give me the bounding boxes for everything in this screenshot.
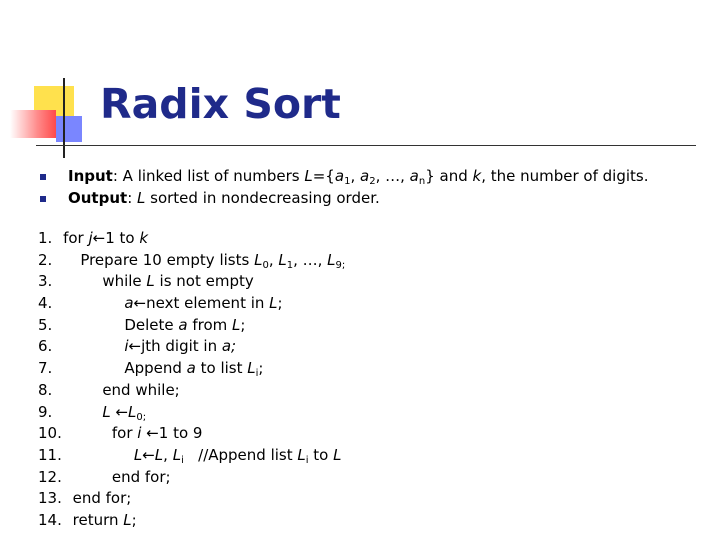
left-arrow-icon: ← bbox=[92, 229, 106, 247]
line-number: 7. bbox=[38, 359, 53, 378]
text: is not empty bbox=[154, 272, 254, 291]
left-arrow-icon: ← bbox=[133, 294, 147, 313]
variable: i bbox=[137, 424, 142, 443]
text: 1 to 9 bbox=[158, 424, 203, 443]
text: ; bbox=[258, 359, 264, 378]
input-label: Input bbox=[68, 167, 113, 185]
left-arrow-icon: ← bbox=[110, 402, 129, 421]
line-number: 8. bbox=[38, 380, 53, 399]
variable: L bbox=[269, 294, 278, 313]
line-body bbox=[52, 381, 179, 399]
variable: L bbox=[333, 445, 342, 464]
text: , bbox=[350, 167, 360, 185]
text: , the number of digits. bbox=[481, 167, 649, 185]
variable: i bbox=[124, 337, 129, 356]
algorithm-line bbox=[38, 228, 345, 250]
line-number: 12. bbox=[38, 467, 62, 486]
line-number: 14. bbox=[38, 510, 62, 529]
text: while bbox=[102, 272, 147, 291]
line-body bbox=[52, 251, 345, 269]
text: : A linked list of numbers bbox=[112, 167, 305, 185]
line-body bbox=[52, 337, 236, 355]
line-body bbox=[62, 424, 203, 442]
variable: L bbox=[133, 445, 143, 464]
algorithm-line bbox=[38, 380, 345, 402]
algorithm-line bbox=[38, 423, 345, 445]
var: L bbox=[137, 189, 146, 207]
algorithm-line bbox=[38, 336, 345, 358]
line-number: 4. bbox=[38, 294, 53, 313]
text: Prepare 10 empty lists bbox=[80, 250, 255, 269]
variable: L bbox=[128, 402, 137, 421]
variable: a bbox=[124, 294, 134, 313]
text: ; bbox=[277, 294, 283, 313]
slide-title: Radix Sort bbox=[100, 80, 341, 128]
output-label: Output bbox=[68, 189, 128, 207]
subscript: 1 bbox=[344, 176, 351, 187]
variable: L bbox=[232, 315, 241, 334]
bullet-list bbox=[40, 165, 649, 209]
line-body bbox=[62, 511, 137, 529]
var: a bbox=[334, 167, 345, 185]
decorative-vertical-line bbox=[63, 78, 65, 158]
variable: L bbox=[327, 250, 336, 269]
variable: j bbox=[88, 229, 93, 247]
square-bullet-icon bbox=[40, 174, 46, 180]
algorithm-line bbox=[38, 402, 345, 424]
text: to list bbox=[195, 359, 248, 378]
text: } and bbox=[425, 167, 473, 185]
algorithm-listing bbox=[38, 228, 345, 532]
line-body bbox=[52, 229, 148, 247]
var: k bbox=[472, 167, 482, 185]
algorithm-line bbox=[38, 488, 345, 510]
var: a bbox=[359, 167, 370, 185]
variable: L bbox=[123, 510, 132, 529]
algorithm-line bbox=[38, 271, 345, 293]
line-number: 2. bbox=[38, 250, 53, 269]
subscript: 9; bbox=[335, 259, 346, 271]
text: return bbox=[67, 510, 124, 529]
variable: L bbox=[102, 402, 111, 421]
text: jth digit in bbox=[141, 337, 222, 356]
text: , …, bbox=[293, 250, 328, 269]
text: ={ bbox=[312, 167, 335, 185]
text: ; bbox=[131, 510, 137, 529]
line-body bbox=[62, 468, 171, 486]
line-number: 13. bbox=[38, 489, 62, 508]
line-number: 6. bbox=[38, 337, 53, 356]
algorithm-line bbox=[38, 510, 345, 532]
var: L bbox=[304, 167, 313, 185]
variable: L bbox=[172, 445, 182, 464]
variable: L bbox=[278, 250, 287, 269]
decorative-blue-square bbox=[56, 116, 82, 142]
text: 1 to bbox=[105, 229, 140, 247]
text: //Append list bbox=[183, 445, 298, 464]
subscript: i bbox=[255, 368, 259, 380]
line-number: 5. bbox=[38, 315, 53, 334]
bullet-output bbox=[40, 187, 649, 209]
variable: L bbox=[297, 445, 306, 464]
subscript: 1 bbox=[286, 259, 294, 271]
text: ; bbox=[240, 315, 246, 334]
variable: L bbox=[154, 445, 164, 464]
line-number: 3. bbox=[38, 272, 53, 291]
text: , …, bbox=[375, 167, 410, 185]
text: : bbox=[127, 189, 138, 207]
subscript: 2 bbox=[369, 176, 376, 187]
line-number: 10. bbox=[38, 424, 62, 443]
left-arrow-icon: ← bbox=[142, 445, 155, 464]
text: for bbox=[111, 424, 138, 443]
variable: L bbox=[146, 272, 155, 291]
line-body bbox=[62, 446, 342, 464]
variable: k bbox=[139, 229, 149, 247]
algorithm-line bbox=[38, 467, 345, 489]
subscript: 0; bbox=[136, 411, 147, 423]
algorithm-line bbox=[38, 250, 345, 272]
line-number: 11. bbox=[38, 445, 62, 464]
line-body bbox=[52, 272, 253, 290]
algorithm-line bbox=[38, 293, 345, 315]
left-arrow-icon: ← bbox=[128, 337, 142, 356]
text: next element in bbox=[146, 294, 270, 313]
variable: a bbox=[178, 315, 188, 334]
text: Append bbox=[124, 359, 187, 378]
line-body bbox=[52, 359, 264, 380]
line-body bbox=[62, 489, 131, 507]
decorative-red-bar bbox=[10, 110, 56, 138]
text: end for; bbox=[111, 467, 171, 486]
subscript: 0 bbox=[262, 259, 269, 271]
text: sorted in nondecreasing order. bbox=[145, 189, 380, 207]
subscript: i bbox=[305, 454, 309, 466]
text: from bbox=[187, 315, 233, 334]
variable: a; bbox=[221, 337, 237, 356]
line-number: 9. bbox=[38, 402, 53, 421]
line-body bbox=[52, 294, 282, 312]
variable: L bbox=[247, 359, 256, 378]
title-underline bbox=[36, 145, 696, 146]
subscript: n bbox=[418, 176, 426, 187]
subscript: i bbox=[181, 454, 184, 466]
text: end for; bbox=[67, 489, 132, 508]
bullet-input bbox=[40, 165, 649, 187]
text: end while; bbox=[102, 380, 180, 399]
var: a bbox=[409, 167, 419, 185]
line-body bbox=[52, 316, 245, 334]
text: , bbox=[163, 445, 173, 464]
text: to bbox=[308, 445, 334, 464]
algorithm-line bbox=[38, 315, 345, 337]
variable: L bbox=[254, 250, 263, 269]
text: , bbox=[268, 250, 279, 269]
variable: a bbox=[186, 359, 196, 378]
algorithm-line bbox=[38, 358, 345, 380]
algorithm-line bbox=[38, 445, 345, 467]
text: for bbox=[58, 229, 89, 247]
line-number: 1. bbox=[38, 229, 53, 247]
line-body bbox=[52, 403, 146, 421]
left-arrow-icon: ← bbox=[141, 424, 159, 443]
square-bullet-icon bbox=[40, 196, 46, 202]
text: Delete bbox=[124, 315, 179, 334]
